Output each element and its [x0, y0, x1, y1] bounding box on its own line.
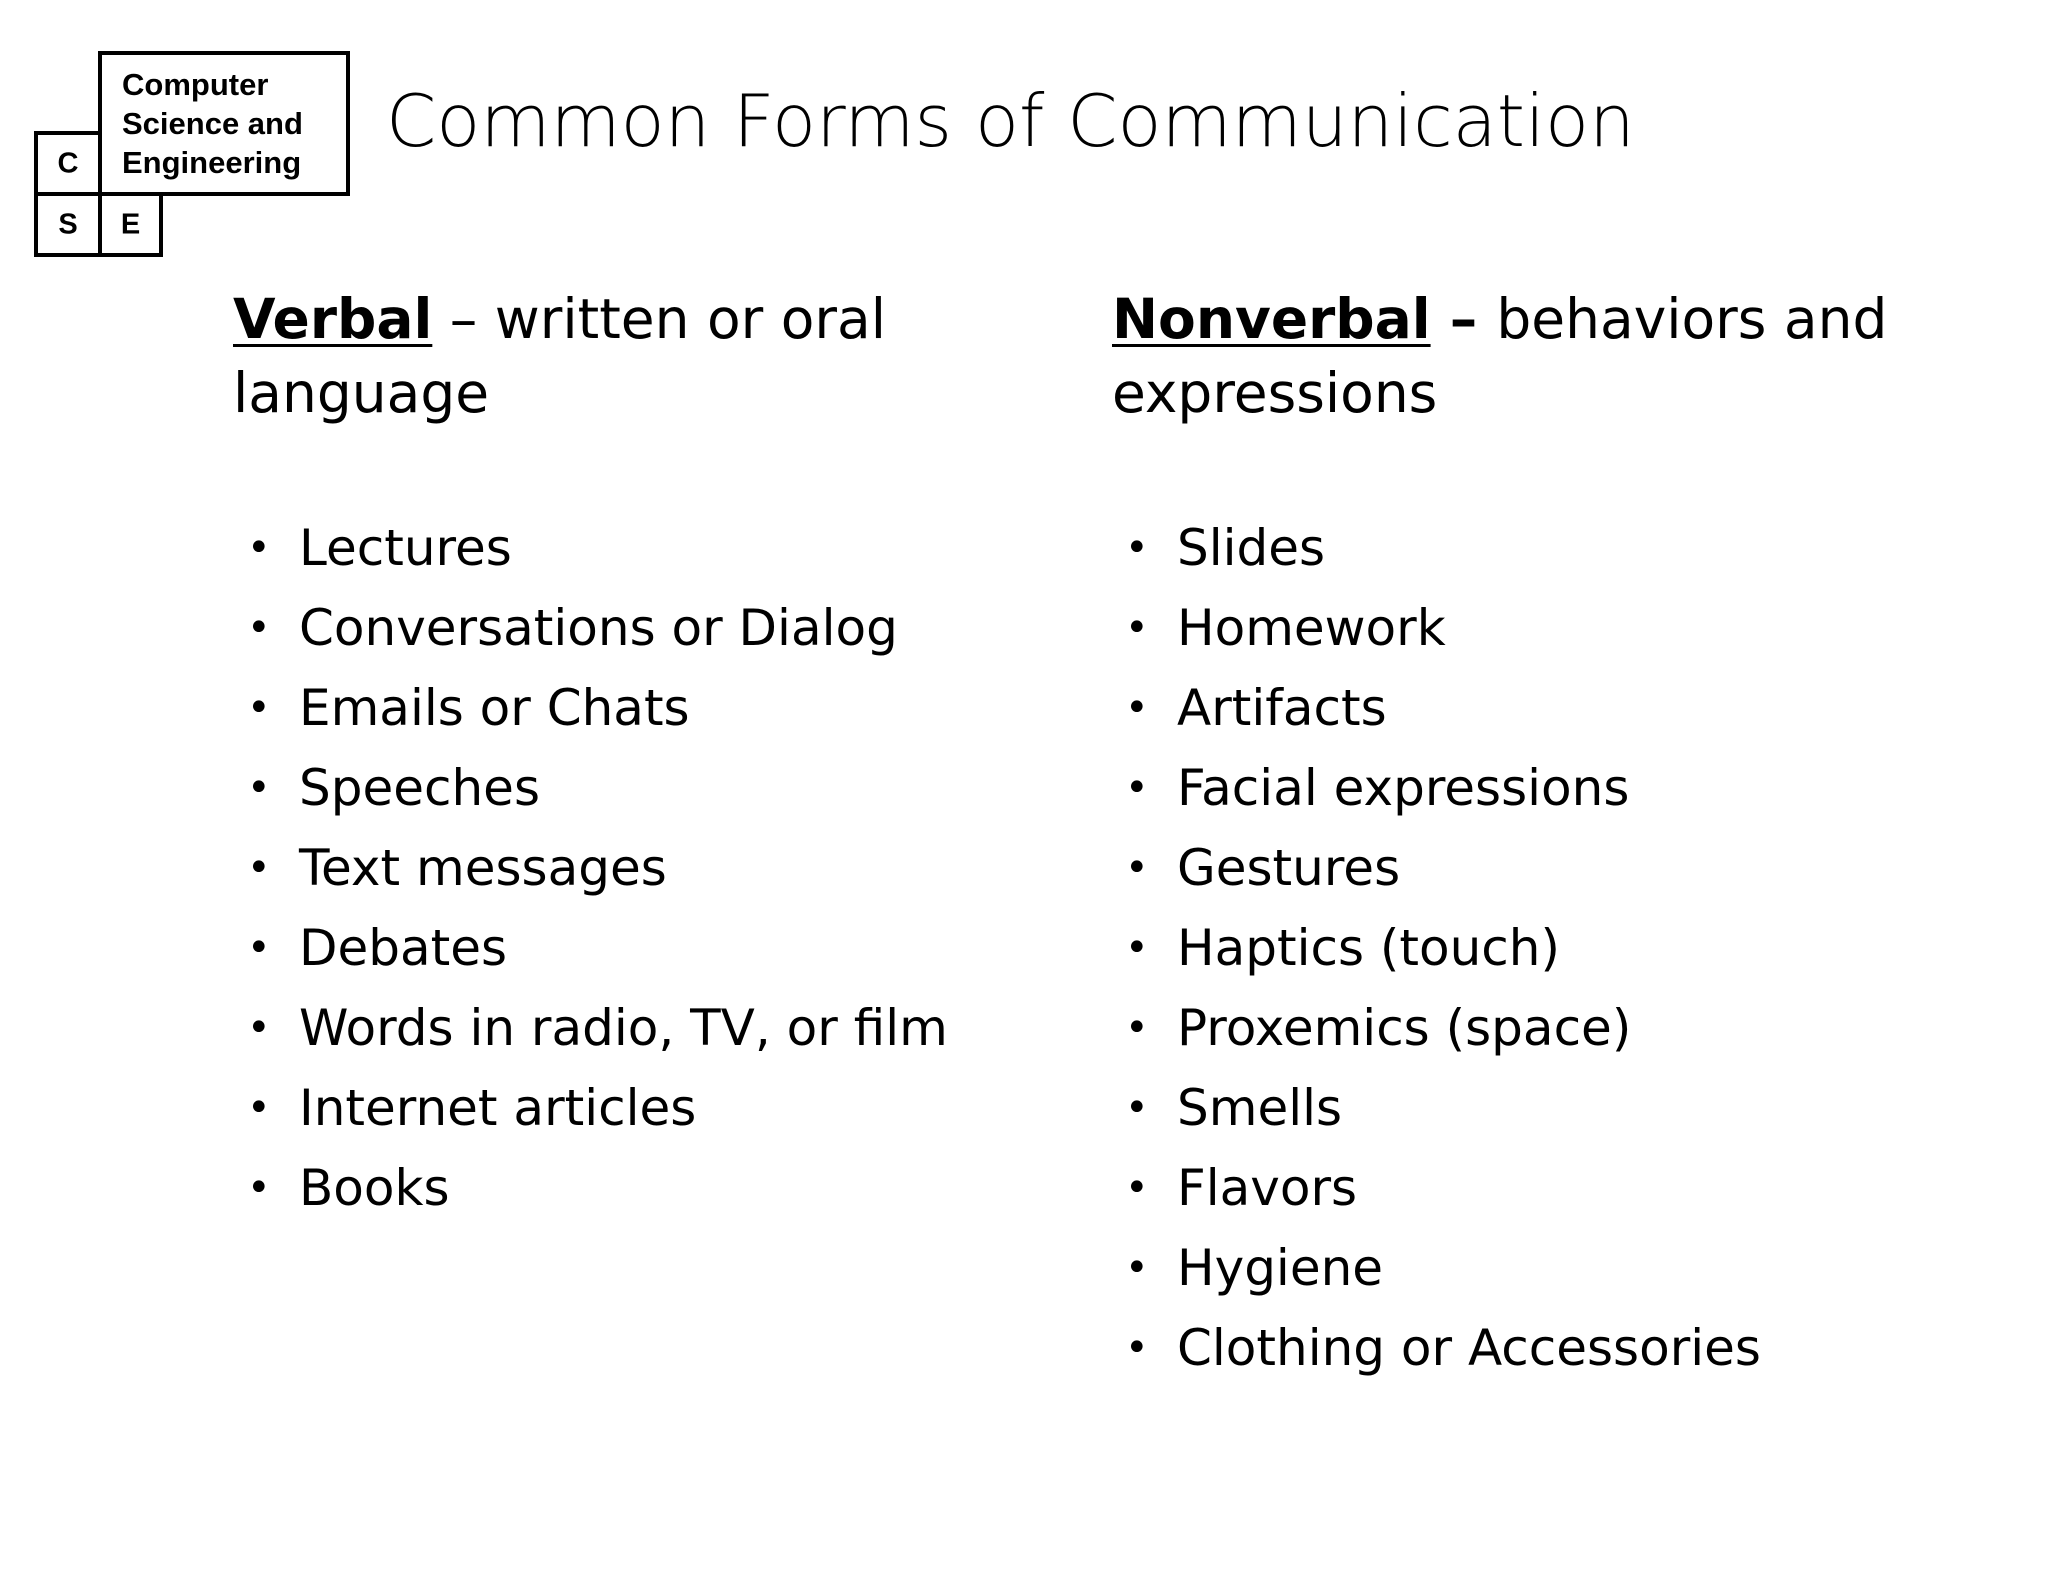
list-item-label: Lectures	[299, 519, 512, 577]
bullet-icon: •	[247, 845, 271, 891]
logo-text-line: Engineering	[122, 145, 302, 180]
bullet-icon: •	[247, 925, 271, 971]
logo-s-box	[34, 192, 102, 257]
logo-c-box	[34, 131, 102, 196]
list-item	[1125, 1228, 1761, 1308]
nonverbal-separator: –	[1430, 287, 1497, 351]
list-item-label: Emails or Chats	[299, 679, 690, 737]
bullet-icon: •	[247, 525, 271, 571]
list-item-label: Gestures	[1177, 839, 1401, 897]
list-item	[247, 748, 948, 828]
bullet-icon: •	[247, 685, 271, 731]
list-item	[247, 908, 948, 988]
list-item	[1125, 988, 1761, 1068]
list-item	[1125, 1068, 1761, 1148]
cse-logo	[34, 51, 350, 257]
logo-text-line: Science and	[122, 106, 303, 141]
list-item-label: Flavors	[1177, 1159, 1358, 1217]
list-item	[247, 828, 948, 908]
bullet-icon: •	[247, 765, 271, 811]
bullet-icon: •	[1125, 1005, 1149, 1051]
bullet-icon: •	[1125, 525, 1149, 571]
slide-title: Common Forms of Communication	[386, 79, 1635, 163]
list-item-label: Books	[299, 1159, 450, 1217]
logo-letter-e: E	[120, 208, 141, 240]
list-item	[1125, 828, 1761, 908]
nonverbal-list	[1125, 508, 1761, 1388]
bullet-icon: •	[1125, 1165, 1149, 1211]
list-item	[247, 668, 948, 748]
list-item-label: Words in radio, TV, or film	[299, 999, 948, 1057]
list-item	[247, 508, 948, 588]
bullet-icon: •	[1125, 1085, 1149, 1131]
list-item-label: Clothing or Accessories	[1177, 1319, 1761, 1377]
list-item-label: Speeches	[299, 759, 540, 817]
verbal-column	[233, 282, 1013, 1217]
verbal-separator: –	[432, 287, 495, 351]
list-item	[1125, 508, 1761, 588]
verbal-description: written or oral language	[233, 287, 886, 425]
bullet-icon: •	[1125, 765, 1149, 811]
logo-name-box	[98, 51, 350, 196]
bullet-icon: •	[247, 1165, 271, 1211]
list-item-label: Debates	[299, 919, 508, 977]
list-item	[1125, 908, 1761, 988]
list-item-label: Homework	[1177, 599, 1446, 657]
list-item	[1125, 668, 1761, 748]
list-item-label: Internet articles	[299, 1079, 697, 1137]
logo-text-line: Computer	[122, 67, 269, 102]
list-item-label: Proxemics (space)	[1177, 999, 1632, 1057]
list-item-label: Slides	[1177, 519, 1326, 577]
list-item-label: Haptics (touch)	[1177, 919, 1560, 977]
bullet-icon: •	[1125, 845, 1149, 891]
bullet-icon: •	[1125, 685, 1149, 731]
list-item-label: Facial expressions	[1177, 759, 1630, 817]
nonverbal-heading	[1112, 282, 1952, 430]
list-item	[1125, 748, 1761, 828]
nonverbal-description: behaviors and expressions	[1112, 287, 1888, 425]
list-item	[247, 988, 948, 1068]
verbal-list	[247, 508, 948, 1228]
list-item-label: Smells	[1177, 1079, 1343, 1137]
bullet-icon: •	[247, 605, 271, 651]
list-item	[1125, 1148, 1761, 1228]
list-item-label: Hygiene	[1177, 1239, 1384, 1297]
list-item-label: Artifacts	[1177, 679, 1387, 737]
bullet-icon: •	[1125, 605, 1149, 651]
nonverbal-column	[1112, 282, 1952, 1377]
list-item-label: Text messages	[299, 839, 667, 897]
logo-e-box	[98, 192, 163, 257]
verbal-heading	[233, 282, 1013, 430]
nonverbal-term: Nonverbal	[1112, 287, 1431, 351]
bullet-icon: •	[1125, 1245, 1149, 1291]
list-item	[1125, 588, 1761, 668]
verbal-term: Verbal	[233, 287, 433, 351]
list-item-label: Conversations or Dialog	[299, 599, 898, 657]
bullet-icon: •	[247, 1085, 271, 1131]
list-item	[247, 1068, 948, 1148]
logo-letter-s: S	[58, 208, 78, 240]
list-item	[247, 588, 948, 668]
logo-letter-c: C	[57, 147, 79, 179]
bullet-icon: •	[247, 1005, 271, 1051]
bullet-icon: •	[1125, 1325, 1149, 1371]
bullet-icon: •	[1125, 925, 1149, 971]
logo-wordmark	[122, 65, 303, 182]
list-item	[1125, 1308, 1761, 1388]
list-item	[247, 1148, 948, 1228]
